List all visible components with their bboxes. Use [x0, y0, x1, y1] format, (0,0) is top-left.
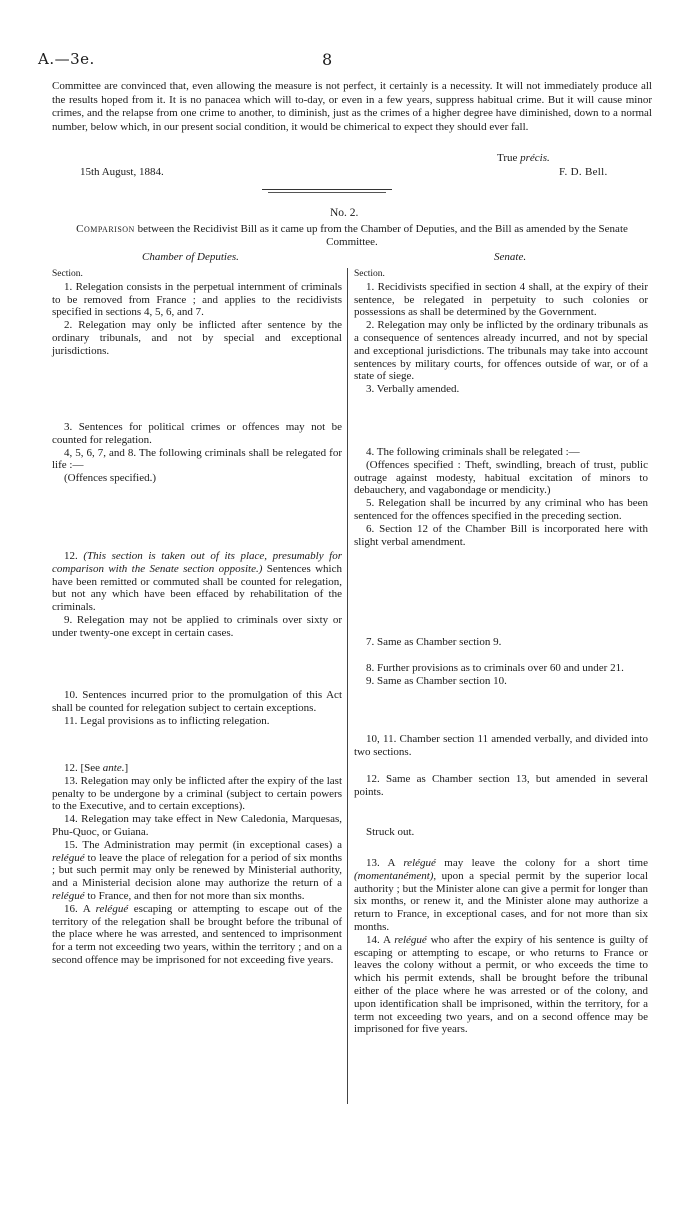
- right-column-block-12: [354, 773, 648, 799]
- left-column-block-10: [52, 689, 342, 727]
- left-entry-12-see: [52, 762, 342, 775]
- left-entry-9: 9. Relegation may not be applied to criminals over sixty or under twenty-one except in certain cases.: [52, 613, 342, 639]
- right-entry-2: 2. Relegation may only be inflicted by the ordinary tribunals as a consequence of sentences already incurred, and not by special and exceptional jurisdictions. The tribunals may take into account sentences by military courts, for offences outside of war, or of a state of siege.: [354, 319, 648, 383]
- right-column-block-13: [354, 857, 648, 1036]
- right-entry-8: 8. Further provisions as to criminals over 60 and under 21.: [366, 662, 624, 674]
- right-entry-14-relegue: relégué: [394, 933, 427, 946]
- right-entry-4-offences: (Offences specified : Theft, swindling, breach of trust, public outrage against modesty, habitual excitation of minors to debauchery, and vagabondage or mendicity.): [354, 458, 648, 497]
- left-section-label: Section.: [52, 269, 83, 279]
- left-entry-15-relegue: relégué: [52, 851, 85, 864]
- right-entry-1: 1. Recidivists specified in section 4 shall, at the expiry of their sentence, be relegated in perpetuity to such colonies or possessions as shall be determined by the Government.: [354, 280, 648, 319]
- right-entry-7: 7. Same as Chamber section 9.: [366, 636, 502, 648]
- left-entry-15-b: to leave the place of relegation for a period of six months ; but such permit may only be renewed by Ministerial authority, and a Ministerial decision alone may authorize the return of a: [52, 851, 342, 890]
- left-entry-16: [52, 903, 342, 967]
- left-entry-4-offences: (Offences specified.): [64, 472, 157, 485]
- right-entry-struck: Struck out.: [366, 826, 415, 838]
- intro-paragraph: [52, 80, 652, 134]
- document-number: No. 2.: [330, 207, 359, 219]
- right-column-block-10: [354, 733, 648, 759]
- left-entry-15-c: to France, and then for not more than six months.: [84, 889, 305, 902]
- right-entry-13-a: 13. A: [366, 857, 404, 869]
- left-column-heading: Chamber of Deputies.: [142, 251, 239, 263]
- right-entry-13-c: , upon a special permit by the superior local authority ; but the Minister alone can give a permit for longer than six months, or renew it, and the Minister alone may authorize a return to France, in exceptional cases, and for not more than six months.: [354, 869, 648, 933]
- right-entry-5: 5. Relegation shall be incurred by any criminal who has been sentenced for the offences specified in the preceding section.: [354, 497, 648, 522]
- left-entry-1: 1. Relegation consists in the perpetual internment of criminals to be removed from France ; and applies to the recidivists specified in sections 4, 5, 6, and 7.: [52, 280, 342, 319]
- left-entry-11: 11. Legal provisions as to inflicting relegation.: [64, 714, 270, 727]
- right-entry-14: [354, 934, 648, 1036]
- date-line: 15th August, 1884.: [80, 166, 164, 178]
- left-entry-16-b: escaping or attempting to escape out of the territory of the relegation shall be brought before the tribunal of the place where he was arrested, and sentenced to imprisonment for a term not exceeding two years, within the territory ; and on a second offence may be imprisoned for not exceeding five years.: [52, 902, 342, 966]
- left-column: [52, 268, 342, 358]
- left-entry-10: 10. Sentences incurred prior to the promulgation of this Act shall be counted for relegation subject to certain exceptions.: [52, 689, 342, 714]
- right-entry-12: 12. Same as Chamber section 13, but amended in several points.: [354, 773, 648, 798]
- left-entry-15: [52, 839, 342, 903]
- section-divider-lower: [268, 192, 386, 193]
- left-entry-14: 14. Relegation may take effect in New Caledonia, Marquesas, Phu-Quoc, or Guiana.: [52, 813, 342, 838]
- right-column-block-8: [354, 662, 648, 688]
- left-entry-12: [52, 550, 342, 614]
- document-title: [52, 223, 652, 249]
- right-column-block-struck: [354, 826, 648, 839]
- title-lead: Comparison: [76, 223, 135, 235]
- left-entry-15-a: 15. The Administration may permit (in exceptional cases) a: [64, 838, 342, 851]
- right-entry-14-a: 14. A: [366, 933, 395, 946]
- left-entry-3: 3. Sentences for political crimes or offences may not be counted for relegation.: [52, 421, 342, 446]
- page-number: 8: [322, 50, 333, 69]
- left-column-block-12: [52, 550, 342, 640]
- left-column-block-12b: [52, 762, 342, 967]
- left-entry-4: 4, 5, 6, 7, and 8. The following criminals shall be relegated for life :—: [52, 446, 342, 472]
- right-column-block-7: [354, 636, 648, 649]
- section-divider: [262, 189, 392, 190]
- right-column: [354, 268, 648, 396]
- left-entry-12-see-post: ]: [124, 762, 129, 774]
- right-entry-13-b: may leave the colony for a short time: [435, 857, 648, 869]
- signature: F. D. Bell.: [559, 166, 608, 178]
- right-entry-13-relegue: relégué: [403, 857, 436, 869]
- right-column-block-4: [354, 446, 648, 548]
- intro-text: Committee are convinced that, even allowing the measure is not perfect, it certainly is a necessity. It will not immediately produce all the results hoped from it. It is no panacea which will to-day, or even in a few years, suppress habitual crime. But it will cause minor crimes, and the relapse from one crime to another, to diminish, just as the crimes of a higher degree have diminished, down to a normal number, below which, in our present social condition, it would be chimerical to expect they should ever fall.: [52, 80, 652, 133]
- right-entry-14-b: who after the expiry of his sentence is guilty of escaping or attempting to escape, or who returns to France or leaves the colony without a permit, or who exceeds the time to which his permit extends, shall be brought before the tribunal either of the place where he was arrested or of the colony, and upon identification shall be imprisoned, within the territory, for a term not exceeding two years, and on a second offence may be imprisoned for five years.: [354, 933, 649, 1036]
- left-column-block-3: [52, 421, 342, 485]
- right-entry-13-momentanement: (momentanément): [354, 869, 434, 882]
- precis-label: précis.: [520, 152, 550, 164]
- title-rest: between the Recidivist Bill as it came up from the Chamber of Deputies, and the Bill as amended by the Senate Committee.: [134, 223, 628, 248]
- left-entry-12-see-pre: 12. [See: [64, 762, 103, 774]
- left-entry-12-note: (This section is taken out of its place, presumably for comparison with the Senate section opposite.): [52, 550, 343, 575]
- left-entry-12-text: Sentences which have been remitted or commuted shall be counted for relegation, but not any which have been effaced by rehabilitation of the criminals.: [52, 562, 342, 614]
- document-reference: A.—3e.: [38, 50, 95, 68]
- right-entry-3: 3. Verbally amended.: [366, 383, 460, 396]
- right-entry-10: 10, 11. Chamber section 11 amended verbally, and divided into two sections.: [354, 733, 648, 758]
- left-entry-16-a: 16. A: [64, 902, 96, 915]
- right-entry-13: [354, 857, 648, 934]
- left-entry-12-num: 12.: [64, 550, 84, 562]
- right-entry-6: 6. Section 12 of the Chamber Bill is incorporated here with slight verbal amendment.: [354, 522, 648, 548]
- true-label: True: [497, 152, 518, 164]
- left-entry-16-relegue: relégué: [95, 902, 129, 915]
- left-entry-13: 13. Relegation may only be inflicted after the expiry of the last penalty to be undergone by a criminal (subject to certain powers to the Executive, and to certain exceptions).: [52, 774, 342, 813]
- left-entry-15-relegue-2: relégué: [52, 889, 85, 902]
- right-entry-9: 9. Same as Chamber section 10.: [366, 674, 507, 687]
- true-precis: [497, 152, 550, 164]
- right-column-heading: Senate.: [494, 251, 527, 263]
- left-entry-12-see-ante: ante.: [102, 762, 125, 774]
- right-section-label: Section.: [354, 269, 385, 279]
- left-entry-2: 2. Relegation may only be inflicted after sentence by the ordinary tribunals, and not by special and exceptional jurisdictions.: [52, 319, 342, 357]
- column-divider: [347, 268, 348, 1104]
- right-entry-4: 4. The following criminals shall be relegated :—: [366, 446, 580, 458]
